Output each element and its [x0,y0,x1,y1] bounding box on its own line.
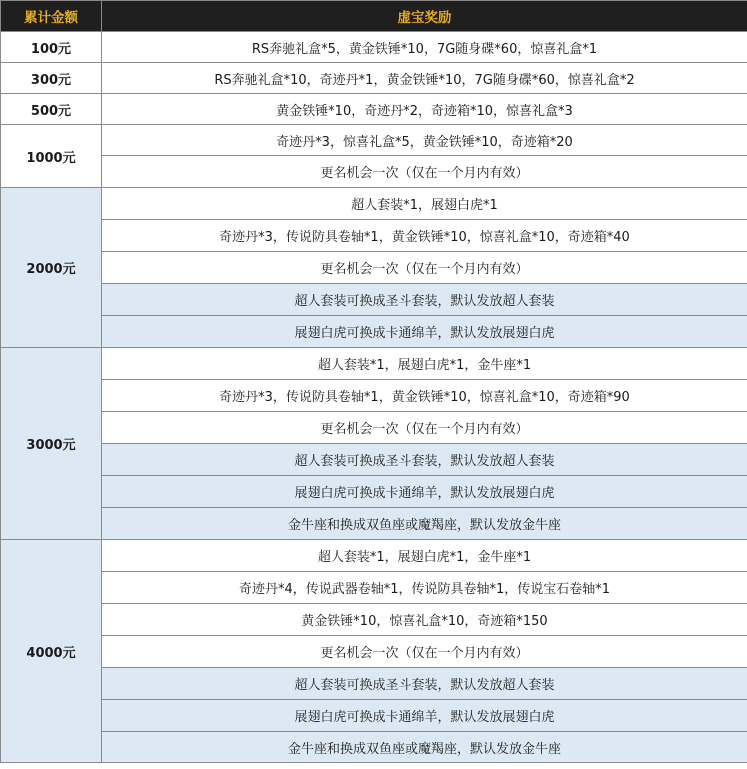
reward-row [1,316,747,348]
reward-row [1,188,747,220]
tier-amount: 1000元 [1,125,102,188]
highlight-reward: 超人套装*1，展翅白虎*1，金牛座*1 [102,540,747,572]
reward-items: RS奔驰礼盒*10，奇迹丹*1，黄金铁锤*10，7G随身碟*60，惊喜礼盒*2 [102,63,747,94]
highlight-reward: 超人套装*1，展翅白虎*1，金牛座*1 [102,348,747,380]
tier-amount: 300元 [1,63,102,94]
reward-row [1,380,747,412]
reward-row [1,32,747,63]
reward-items: 黄金铁锤*10，惊喜礼盒*10，奇迹箱*150 [102,604,747,636]
reward-items: 更名机会一次（仅在一个月内有效） [102,636,747,668]
header-row [1,1,747,32]
reward-row [1,604,747,636]
reward-row [1,572,747,604]
reward-items: 奇迹丹*3，惊喜礼盒*5，黄金铁锤*10，奇迹箱*20 [102,125,747,156]
reward-row [1,636,747,668]
reward-row [1,508,747,540]
reward-row [1,284,747,316]
tier-amount: 500元 [1,94,102,125]
reward-items: 更名机会一次（仅在一个月内有效） [102,412,747,444]
reward-row [1,668,747,700]
reward-items: 奇迹丹*3，传说防具卷轴*1，黄金铁锤*10，惊喜礼盒*10，奇迹箱*40 [102,220,747,252]
reward-row [1,125,747,156]
exchange-note: 超人套装可换成圣斗套装，默认发放超人套装 [102,668,747,700]
tier-amount: 3000元 [1,348,102,540]
tier-amount: 2000元 [1,188,102,348]
reward-items: 奇迹丹*3，传说防具卷轴*1，黄金铁锤*10，惊喜礼盒*10，奇迹箱*90 [102,380,747,412]
reward-row [1,540,747,572]
reward-items: 更名机会一次（仅在一个月内有效） [102,252,747,284]
reward-items: 黄金铁锤*10，奇迹丹*2，奇迹箱*10，惊喜礼盒*3 [102,94,747,125]
reward-items: RS奔驰礼盒*5，黄金铁锤*10，7G随身碟*60，惊喜礼盒*1 [102,32,747,63]
reward-table-body [1,32,747,763]
exchange-note: 展翅白虎可换成卡通绵羊，默认发放展翅白虎 [102,316,747,348]
exchange-note: 金牛座和换成双鱼座或魔羯座，默认发放金牛座 [102,732,747,763]
reward-row [1,156,747,188]
reward-row [1,444,747,476]
exchange-note: 金牛座和换成双鱼座或魔羯座，默认发放金牛座 [102,508,747,540]
exchange-note: 展翅白虎可换成卡通绵羊，默认发放展翅白虎 [102,476,747,508]
reward-row [1,700,747,732]
header-amount: 累计金额 [1,1,102,32]
tier-amount: 4000元 [1,540,102,763]
exchange-note: 展翅白虎可换成卡通绵羊，默认发放展翅白虎 [102,700,747,732]
reward-row [1,348,747,380]
reward-row [1,252,747,284]
reward-row [1,476,747,508]
exchange-note: 超人套装可换成圣斗套装，默认发放超人套装 [102,444,747,476]
tier-amount: 100元 [1,32,102,63]
reward-row [1,732,747,763]
exchange-note: 超人套装可换成圣斗套装，默认发放超人套装 [102,284,747,316]
reward-items: 更名机会一次（仅在一个月内有效） [102,156,747,188]
reward-row [1,94,747,125]
header-reward: 虚宝奖励 [102,1,747,32]
reward-items: 奇迹丹*4，传说武器卷轴*1，传说防具卷轴*1，传说宝石卷轴*1 [102,572,747,604]
reward-row [1,412,747,444]
highlight-reward: 超人套装*1，展翅白虎*1 [102,188,747,220]
reward-row [1,63,747,94]
reward-row [1,220,747,252]
